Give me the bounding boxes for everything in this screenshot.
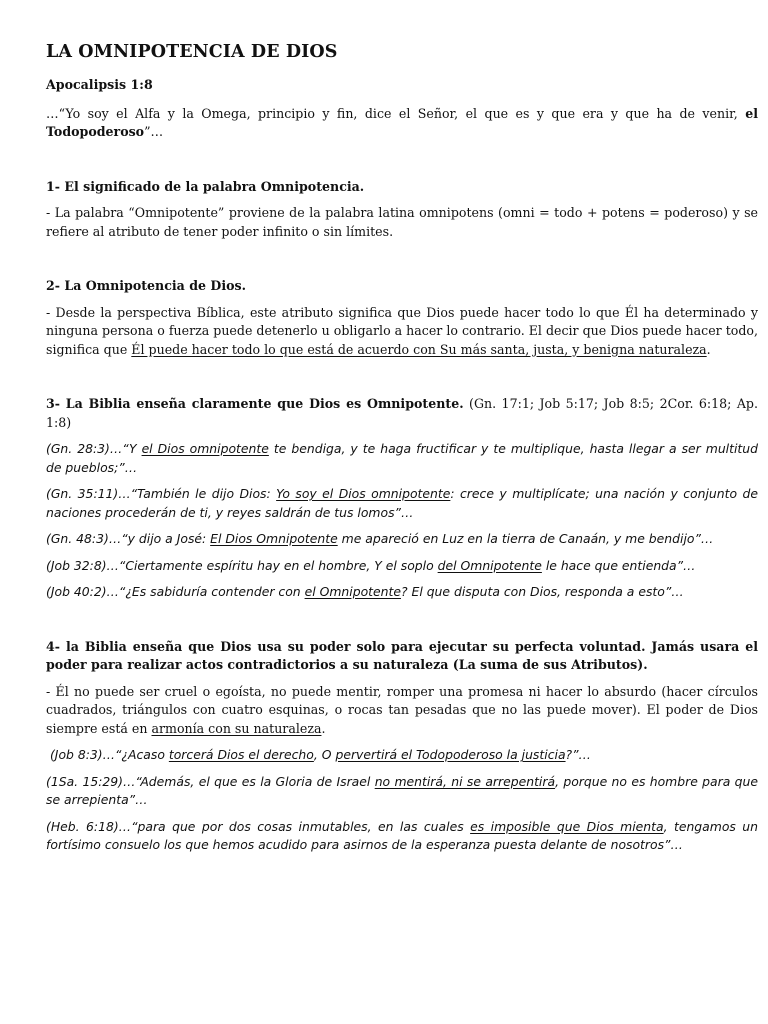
quote-rest: le hace que entienda”… bbox=[541, 557, 696, 573]
quote-job-8-3 bbox=[46, 746, 758, 765]
section-2-underlined: Él puede hacer todo lo que está de acuerdo con Su más santa, justa, y benigna naturaleza bbox=[131, 341, 707, 357]
verse-text-end: ”… bbox=[144, 124, 164, 139]
quote-job-40-2 bbox=[46, 583, 758, 602]
quote-gn-48-3 bbox=[46, 530, 758, 549]
section-4-text bbox=[46, 683, 758, 739]
quote-heb-6-18 bbox=[46, 818, 758, 855]
quote-ref: (Gn. 35:11)…“También le dijo Dios: bbox=[46, 486, 277, 501]
quote-underlined: Yo soy el Dios omnipotente bbox=[276, 486, 451, 501]
quote-ref: (Job 8:3)…“¿Acaso bbox=[49, 747, 169, 762]
quote-ref: (Gn. 28:3)…“Y bbox=[46, 441, 142, 456]
quote-rest: , porque no es hombre para que se arrepienta”… bbox=[46, 773, 758, 807]
quote-underlined: es imposible que Dios mienta bbox=[470, 818, 664, 834]
section-1-text: - La palabra “Omnipotente” proviene de la palabra latina omnipotens (omni = todo + potens = poderoso) y se refiere al atributo de tener poder infinito o sin límites. bbox=[46, 205, 758, 239]
quote-rest: me apareció en Luz en la tierra de Canaán, y me bendijo”… bbox=[337, 531, 714, 546]
quote-rest: ? El que disputa con Dios, responda a esto”… bbox=[400, 584, 684, 599]
quote-ref: (Heb. 6:18)…“para que por dos cosas inmutables, en las cuales bbox=[46, 818, 471, 834]
quote-rest: , tengamos un fortísimo consuelo los que hemos acudido para asirnos de la esperanza puesta delante de nosotros”… bbox=[46, 818, 759, 852]
quote-1sa-15-29 bbox=[46, 773, 758, 810]
quote-underlined: del Omnipotente bbox=[437, 557, 542, 573]
quote-rest: te bendiga, y te haga fructificar y te multiplique, hasta llegar a ser multitud de pueblos;”… bbox=[46, 441, 759, 475]
quote-ref: (Gn. 48:3)…“y dijo a José: bbox=[46, 531, 211, 546]
section-4-underlined: armonía con su naturaleza bbox=[151, 720, 322, 736]
verse-text-bold: el Todopoderoso bbox=[46, 105, 758, 139]
section-4-text-start: - Él no puede ser cruel o egoísta, no puede mentir, romper una promesa ni hacer lo absurdo (hacer círculos cuadrados, triángulos con cuatro esquinas, o rocas tan pesadas que no las puede mover). El poder de Dios siempre está en bbox=[46, 683, 758, 736]
section-4-heading: 4- la Biblia enseña que Dios usa su poder solo para ejecutar su perfecta voluntad. Jamás usara el poder para realizar actos contradictorios a su naturaleza (La suma de sus Atributos). bbox=[46, 638, 758, 672]
quote-ref: (1Sa. 15:29)…“Además, el que es la Gloria de Israel bbox=[46, 773, 375, 789]
verse-text-start: …“Yo soy el Alfa y la Omega, principio y fin, dice el Señor, el que es y que era y que ha de venir, bbox=[46, 105, 746, 121]
quote-mid: , O bbox=[313, 747, 336, 762]
section-2-text-start: - Desde la perspectiva Bíblica, este atributo significa que Dios puede hacer todo lo que Él ha determinado y ninguna persona o fuerza puede detenerlo u obligarlo a hacer lo contrario. El decir que Dios puede hacer todo, significa que bbox=[46, 304, 758, 357]
quote-underlined: no mentirá, ni se arrepentirá bbox=[374, 773, 556, 789]
quote-ref: (Job 40:2)…“¿Es sabiduría contender con bbox=[46, 584, 305, 599]
page-title: LA OMNIPOTENCIA DE DIOS bbox=[46, 42, 338, 62]
section-3-heading-line bbox=[46, 395, 758, 432]
verse-text bbox=[46, 105, 758, 142]
quote-rest: ?”… bbox=[565, 747, 591, 762]
quote-job-32-8 bbox=[46, 557, 758, 576]
section-2-heading: 2- La Omnipotencia de Dios. bbox=[46, 278, 246, 293]
quote-underlined: torcerá Dios el derecho bbox=[168, 747, 314, 762]
quote-underlined: el Omnipotente bbox=[304, 584, 401, 599]
verse-reference: Apocalipsis 1:8 bbox=[46, 77, 153, 92]
section-2-text-end: . bbox=[706, 341, 711, 357]
section-3-heading: 3- La Biblia enseña claramente que Dios es Omnipotente. bbox=[46, 396, 464, 411]
quote-ref: (Job 32:8)…“Ciertamente espíritu hay en el hombre, Y el soplo bbox=[46, 557, 438, 573]
quote-underlined: El Dios Omnipotente bbox=[210, 531, 338, 546]
quote-underlined: el Dios omnipotente bbox=[141, 441, 269, 456]
section-1-heading: 1- El significado de la palabra Omnipotencia. bbox=[46, 178, 365, 194]
quote-rest: : crece y multiplícate; una nación y conjunto de naciones procederán de ti, y reyes saldrán de tus lomos”… bbox=[46, 486, 758, 520]
quote-gn-28-3 bbox=[46, 440, 758, 477]
section-2-text bbox=[46, 304, 758, 360]
quote-gn-35-11 bbox=[46, 485, 758, 522]
section-3-references: (Gn. 17:1; Job 5:17; Job 8:5; 2Cor. 6:18; Ap. 1:8) bbox=[46, 396, 758, 430]
section-4-text-end: . bbox=[321, 720, 326, 736]
quote-underlined: pervertirá el Todopoderoso la justicia bbox=[335, 747, 566, 762]
